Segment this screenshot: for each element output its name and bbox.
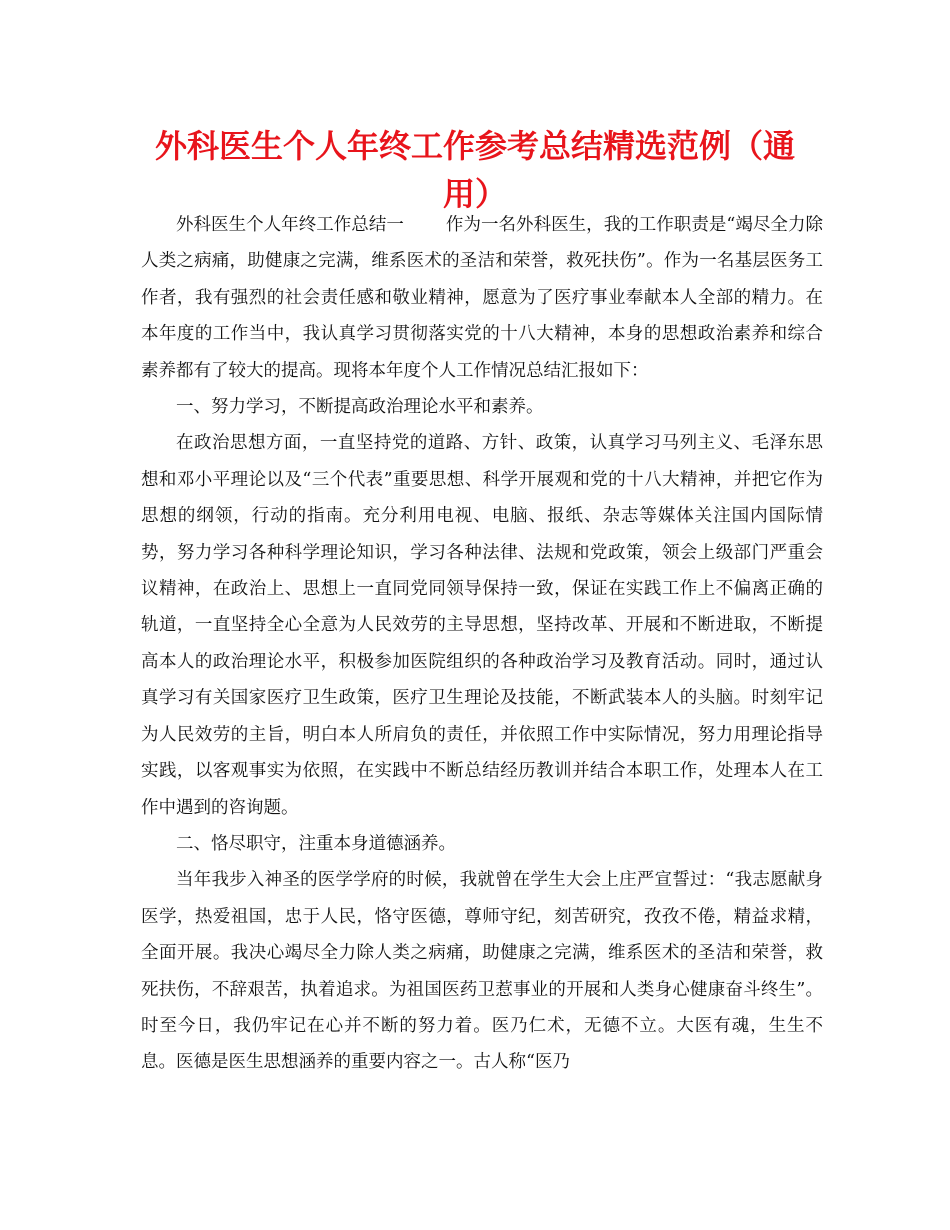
- document-body: [141, 207, 823, 1081]
- paragraph-text: 作为一名外科医生，我的工作职责是“竭尽全力除人类之病痛，助健康之完满，维系医术的圣洁和荣誉，救死扶伤”。作为一名基层医务工作者，我有强烈的社会责任感和敬业精神，愿意为了医疗事业奉献本人全部的精力。在本年度的工作当中，我认真学习贯彻落实党的十八大精神，本身的思想政治素养和综合素养都有了较大的提高。现将本年度个人工作情况总结汇报如下：: [141, 215, 823, 381]
- section-heading-2: 二、恪尽职守，注重本身道德涵养。: [176, 833, 456, 854]
- paragraph-lead: 外科医生个人年终工作总结一: [176, 215, 404, 235]
- document-title: 外科医生个人年终工作参考总结精选范例（通用）: [154, 127, 795, 213]
- paragraph-intro: [141, 207, 823, 389]
- paragraph-political-study: 在政治思想方面，一直坚持党的道路、方针、政策，认真学习马列主义、毛泽东思想和邓小平理论以及“三个代表”重要思想、科学开展观和党的十八大精神，并把它作为思想的纲领，行动的指南。充分利用电视、电脑、报纸、杂志等媒体关注国内国际情势，努力学习各种科学理论知识，学习各种法律、法规和党政策，领会上级部门严重会议精神，在政治上、思想上一直同党同领导保持一致，保证在实践工作上不偏离正确的轨道，一直坚持全心全意为人民效劳的主导思想，坚持改革、开展和不断进取，不断提高本人的政治理论水平，积极参加医院组织的各种政治学习及教育活动。同时，通过认真学习有关国家医疗卫生政策，医疗卫生理论及技能，不断武装本人的头脑。时刻牢记为人民效劳的主旨，明白本人所肩负的责任，并依照工作中实际情况，努力用理论指导实践，以客观事实为依照，在实践中不断总结经历教训并结合本职工作，处理本人在工作中遇到的咨询题。: [141, 433, 823, 818]
- paragraph-medical-ethics: 当年我步入神圣的医学学府的时候，我就曾在学生大会上庄严宣誓过：“我志愿献身医学，热爱祖国，忠于人民，恪守医德，尊师守纪，刻苦研究，孜孜不倦，精益求精，全面开展。我决心竭尽全力除人类之病痛，助健康之完满，维系医术的圣洁和荣誉，救死扶伤，不辞艰苦，执着追求。为祖国医药卫惹事业的开展和人类身心健康奋斗终生”。时至今日，我仍牢记在心并不断的努力着。医乃仁术，无德不立。大医有魂，生生不息。医德是医生思想涵养的重要内容之一。古人称“医乃: [141, 870, 823, 1073]
- section-heading-1: 一、努力学习，不断提高政治理论水平和素养。: [176, 397, 544, 418]
